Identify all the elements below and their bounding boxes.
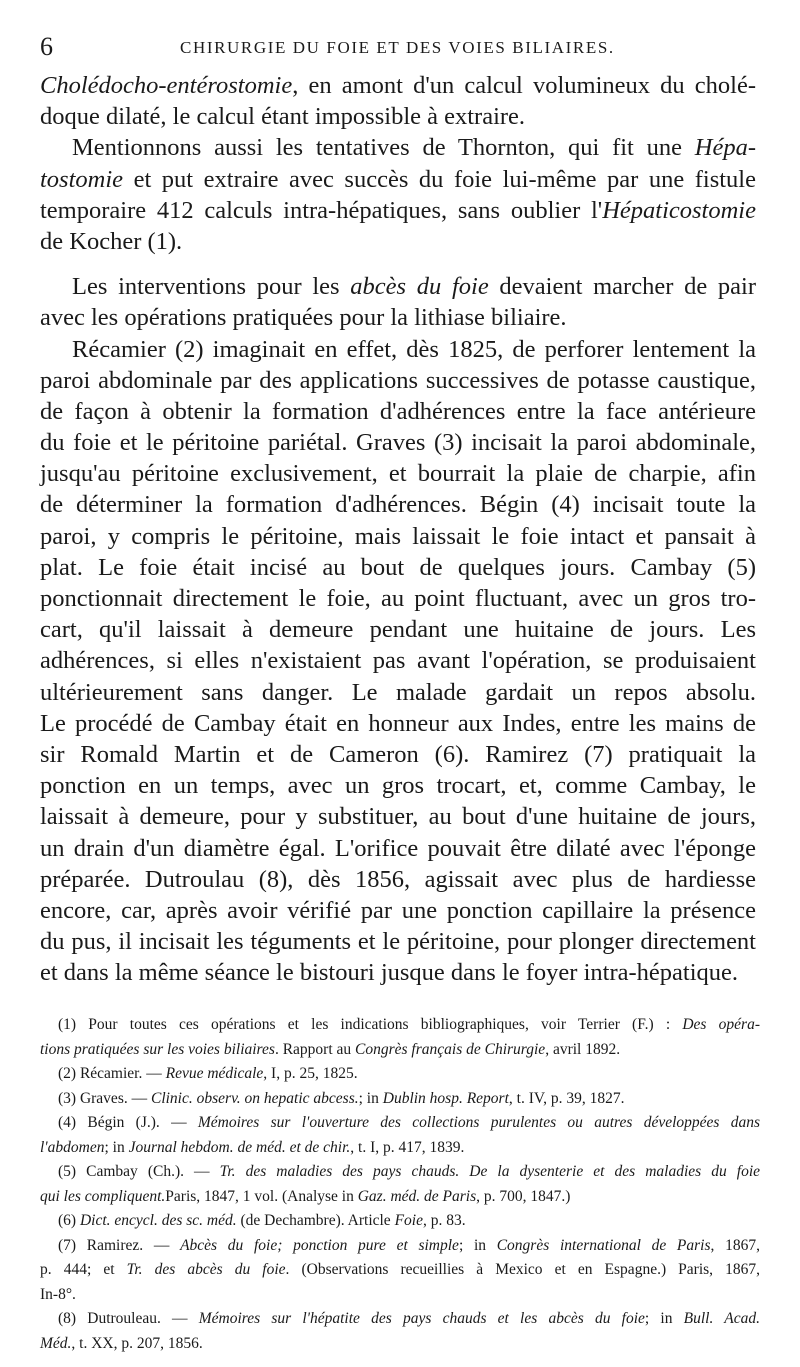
main-text <box>40 70 756 988</box>
text-line: jusqu'au péritoine exclusivement, et bourrait la plaie de charpie, afin <box>40 460 756 488</box>
text-line: un drain d'un diamètre égal. L'orifice pouvait être dilaté avec l'éponge <box>40 834 756 862</box>
text-line: Le procédé de Cambay était en honneur aux Indes, entre les mains de <box>40 709 756 737</box>
footnotes <box>40 1013 760 1356</box>
text-line: du pus, il incisait les téguments et le péritoine, pour plonger directement <box>40 928 756 956</box>
text-line: Les interventions pour les abcès du foie devaient marcher de pair <box>72 273 757 301</box>
footnote-line: (7) Ramirez. — Abcès du foie; ponction pure et simple; in Congrès international de Paris, 1867, <box>58 1236 760 1254</box>
text-line: adhérences, si elles n'existaient pas avant l'opération, se produisaient <box>40 647 756 675</box>
text-line: Cholédocho-entérostomie, en amont d'un calcul volumineux du cholé- <box>40 72 756 99</box>
page-number: 6 <box>40 32 53 61</box>
footnote-line: p. 444; et Tr. des abcès du foie. (Observations recueillies à Mexico et en Espagne.) Paris, 1867, <box>40 1261 760 1278</box>
footnote-line: tions pratiquées sur les voies biliaires. Rapport au Congrès français de Chirurgie, avril 1892. <box>40 1040 621 1058</box>
text-line: ponction en un temps, avec un gros trocart, et, comme Cambay, le <box>40 772 756 800</box>
footnote-line: (6) Dict. encycl. des sc. méd. (de Dechambre). Article Foie, p. 83. <box>58 1212 466 1229</box>
text-line: tostomie et put extraire avec succès du foie lui-même par une fistule <box>40 165 756 193</box>
text-line: Récamier (2) imaginait en effet, dès 1825, de perforer lentement la <box>72 335 756 363</box>
footnote-line: (1) Pour toutes ces opérations et les indications bibliographiques, voir Terrier (F.) : Des opéra- <box>58 1016 760 1033</box>
text-line: plat. Le foie était incisé au bout de quelques jours. Cambay (5) <box>40 553 756 581</box>
text-line: ponctionnait directement le foie, au point fluctuant, avec un gros tro- <box>40 585 756 612</box>
page-header <box>40 32 760 62</box>
text-line: sir Romald Martin et de Cameron (6). Ramirez (7) pratiquait la <box>40 740 756 768</box>
text-line: laissait à demeure, pour y substituer, au bout d'une huitaine de jours, <box>40 803 756 831</box>
footnote-line: (3) Graves. — Clinic. observ. on hepatic abcess.; in Dublin hosp. Report, t. IV, p. 39, 1827. <box>58 1089 625 1107</box>
footnote-line: (8) Dutrouleau. — Mémoires sur l'hépatite des pays chauds et les abcès du foie; in Bull. Acad. <box>58 1310 760 1327</box>
text-line: encore, car, après avoir vérifié par une ponction capillaire la présence <box>40 896 756 924</box>
running-title: CHIRURGIE DU FOIE ET DES VOIES BILIAIRES. <box>180 38 615 57</box>
footnote-line: qui les compliquent.Paris, 1847, 1 vol. (Analyse in Gaz. méd. de Paris, p. 700, 1847.) <box>40 1187 571 1205</box>
footnote-line: (2) Récamier. — Revue médicale, I, p. 25, 1825. <box>58 1065 358 1082</box>
footnote-line: (5) Cambay (Ch.). — Tr. des maladies des pays chauds. De la dysenterie et des maladies du foie <box>58 1163 761 1180</box>
text-line: de Kocher (1). <box>40 227 183 255</box>
text-line: doque dilaté, le calcul étant impossible à extraire. <box>40 103 526 131</box>
text-line: paroi abdominale par des applications successives de potasse caustique, <box>40 366 756 394</box>
text-line: préparée. Dutroulau (8), dès 1856, agissait avec plus de hardiesse <box>40 865 756 893</box>
text-line: de façon à obtenir la formation d'adhérences entre la face antérieure <box>40 397 756 425</box>
text-line: ultérieurement sans danger. Le malade gardait un repos absolu. <box>40 678 756 706</box>
text-line: et dans la même séance le bistouri jusque dans le foyer intra-hépatique. <box>40 959 738 987</box>
text-line: cart, qu'il laissait à demeure pendant une huitaine de jours. Les <box>40 616 756 644</box>
footnote-line: In-8°. <box>40 1285 76 1303</box>
text-line: de déterminer la formation d'adhérences. Bégin (4) incisait toute la <box>40 491 756 519</box>
footnote-line: l'abdomen; in Journal hebdom. de méd. et de chir., t. I, p. 417, 1839. <box>40 1138 465 1156</box>
footnote-line: Méd., t. XX, p. 207, 1856. <box>40 1334 203 1352</box>
text-line: avec les opérations pratiquées pour la lithiase biliaire. <box>40 304 567 332</box>
paragraph-gap <box>40 257 756 271</box>
text-line: du foie et le péritoine pariétal. Graves (3) incisait la paroi abdominale, <box>40 429 756 457</box>
text-line: Mentionnons aussi les tentatives de Thornton, qui fit une Hépa- <box>72 134 756 162</box>
footnote-line: (4) Bégin (J.). — Mémoires sur l'ouverture des collections purulentes ou autres développées dans <box>58 1114 761 1131</box>
text-line: temporaire 412 calculs intra-hépatiques, sans oublier l'Hépaticostomie <box>40 196 756 224</box>
text-line: paroi, y compris le péritoine, mais laissait le foie intact et pansait à <box>40 522 756 550</box>
